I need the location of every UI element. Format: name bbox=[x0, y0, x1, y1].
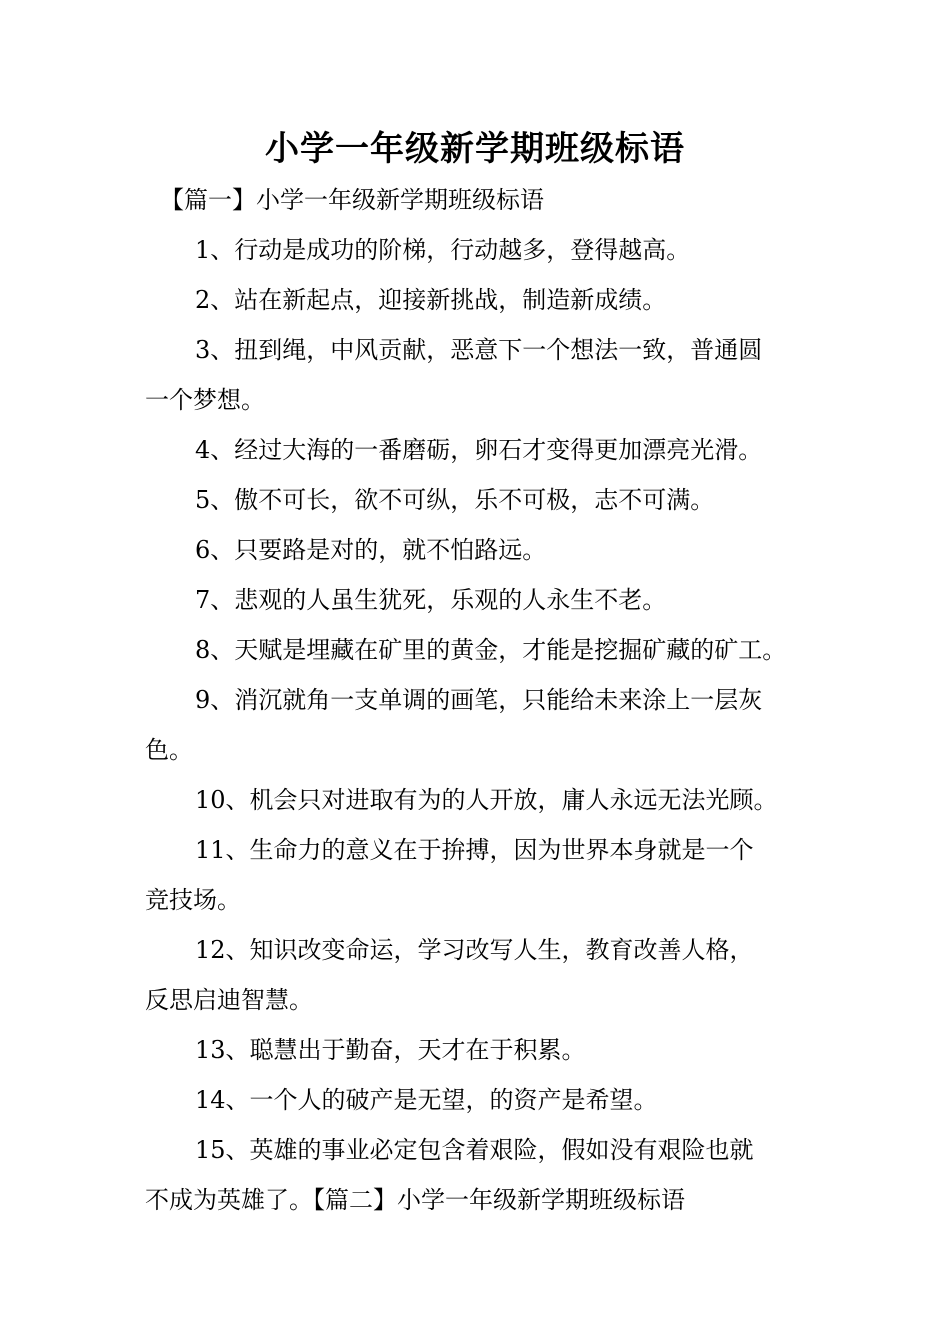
list-item-continuation: 一个梦想。 bbox=[145, 386, 265, 414]
list-item: 8、天赋是埋藏在矿里的黄金，才能是挖掘矿藏的矿工。 bbox=[195, 636, 787, 664]
list-item-continuation: 色。 bbox=[145, 736, 193, 764]
list-item-continuation: 不成为英雄了。【篇二】小学一年级新学期班级标语 bbox=[145, 1186, 685, 1214]
list-item: 7、悲观的人虽生犹死，乐观的人永生不老。 bbox=[195, 586, 667, 614]
list-item: 15、英雄的事业必定包含着艰险，假如没有艰险也就 bbox=[195, 1136, 754, 1164]
list-item: 6、只要路是对的，就不怕路远。 bbox=[195, 536, 547, 564]
list-item-continuation: 竞技场。 bbox=[145, 886, 241, 914]
document-title: 小学一年级新学期班级标语 bbox=[265, 129, 685, 169]
list-item: 1、行动是成功的阶梯，行动越多，登得越高。 bbox=[195, 236, 691, 264]
list-item: 10、机会只对进取有为的人开放，庸人永远无法光顾。 bbox=[195, 786, 778, 814]
list-item-continuation: 反思启迪智慧。 bbox=[145, 986, 313, 1014]
list-item: 4、经过大海的一番磨砺，卵石才变得更加漂亮光滑。 bbox=[195, 436, 763, 464]
list-item: 11、生命力的意义在于拚搏，因为世界本身就是一个 bbox=[195, 836, 754, 864]
list-item: 5、傲不可长，欲不可纵，乐不可极，志不可满。 bbox=[195, 486, 715, 514]
list-item: 14、一个人的破产是无望，的资产是希望。 bbox=[195, 1086, 658, 1114]
list-item: 12、知识改变命运，学习改写人生，教育改善人格， bbox=[195, 936, 754, 964]
list-item: 9、消沉就角一支单调的画笔，只能给未来涂上一层灰 bbox=[195, 686, 763, 714]
list-item: 3、扭到绳，中风贡献，恶意下一个想法一致，普通圆 bbox=[195, 336, 763, 364]
section-heading: 【篇一】小学一年级新学期班级标语 bbox=[160, 186, 544, 214]
list-item: 2、站在新起点，迎接新挑战，制造新成绩。 bbox=[195, 286, 667, 314]
list-item: 13、聪慧出于勤奋，天才在于积累。 bbox=[195, 1036, 586, 1064]
